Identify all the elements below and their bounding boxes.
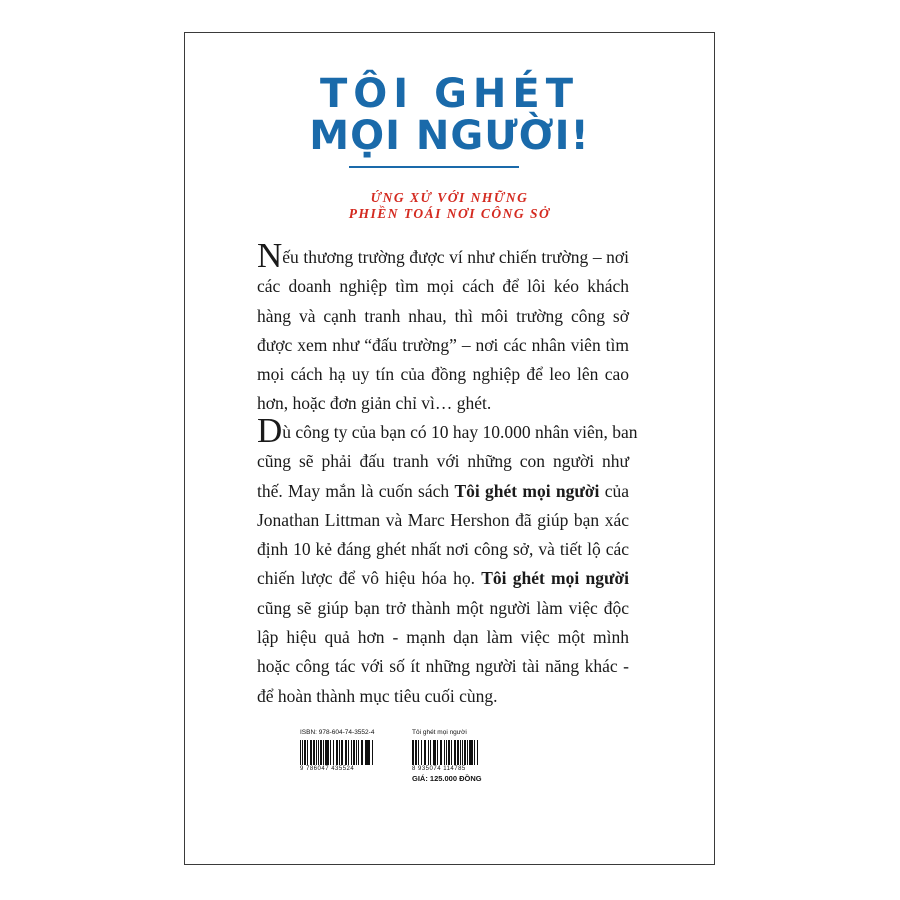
barcode-stripe bbox=[467, 740, 468, 765]
barcode-stripe bbox=[448, 740, 450, 765]
blurb-line: Jonathan Littman và Marc Hershon đã giúp bạn xác bbox=[257, 509, 629, 530]
barcode-stripe bbox=[348, 740, 349, 765]
blurb-line: chiến lược để vô hiệu hóa họ. bbox=[257, 568, 482, 589]
barcode-stripe bbox=[437, 740, 439, 765]
blurb-line: định 10 kẻ đáng ghét nhất nơi công sở, và tiết lộ các bbox=[257, 539, 629, 560]
blurb-line: mọi cách hạ uy tín của đồng nghiệp để leo lên cao bbox=[257, 364, 629, 385]
barcode-stripe bbox=[323, 740, 324, 765]
blurb-paragraph-2 bbox=[257, 411, 638, 711]
blurb-line: ù công ty của bạn có 10 hay 10.000 nhân viên, ban bbox=[282, 422, 638, 442]
barcode-stripe bbox=[310, 740, 312, 765]
barcode-title-label: Tôi ghét mọi người bbox=[412, 729, 467, 736]
title-divider bbox=[349, 166, 519, 168]
barcode-stripe bbox=[307, 740, 308, 765]
barcode-stripe bbox=[341, 740, 343, 765]
barcode-stripe bbox=[372, 740, 373, 765]
barcode-stripe bbox=[474, 740, 475, 765]
barcode-stripe bbox=[304, 740, 306, 765]
barcode-stripe bbox=[451, 740, 452, 765]
isbn-barcode bbox=[300, 729, 376, 772]
blurb-line: cũng sẽ phải đấu tranh với những con người như bbox=[257, 451, 629, 472]
barcode-stripe bbox=[464, 740, 466, 765]
barcode-stripe bbox=[358, 740, 360, 765]
blurb-line: thế. May mắn là cuốn sách bbox=[257, 480, 455, 501]
blurb-line: ếu thương trường được ví như chiến trường – nơi bbox=[282, 247, 629, 267]
blurb-line: hơn, hoặc đơn giản chỉ vì… ghét. bbox=[257, 393, 492, 414]
barcode-stripe bbox=[457, 740, 459, 765]
blurb-paragraph-1 bbox=[257, 236, 629, 419]
barcode-stripe bbox=[368, 740, 370, 765]
blurb-line: để hoàn thành mục tiêu cuối cùng. bbox=[257, 685, 498, 706]
barcode-stripe bbox=[320, 740, 322, 765]
barcode-stripe bbox=[415, 740, 417, 765]
ean-digits: 8 935074 114785 bbox=[412, 766, 466, 772]
barcode-stripe bbox=[333, 740, 335, 765]
barcode-stripe bbox=[477, 740, 479, 765]
blurb-line: cũng sẽ giúp bạn trở thành một người làm việc độc bbox=[257, 597, 629, 618]
barcode-icon bbox=[412, 740, 480, 765]
barcode-stripe bbox=[421, 740, 423, 765]
book-title-line2: MỌI NGƯỜI! bbox=[309, 113, 590, 159]
book-title-mention: Tôi ghét mọi người bbox=[481, 568, 629, 589]
barcode-stripe bbox=[361, 740, 363, 765]
book-title-mention: Tôi ghét mọi người bbox=[454, 480, 600, 501]
barcode-stripe bbox=[339, 740, 340, 765]
barcode-stripe bbox=[351, 740, 353, 765]
book-title-line1: TÔI GHÉT bbox=[319, 71, 579, 117]
blurb-line: hàng và cạnh tranh nhau, thì môi trường công sở bbox=[257, 305, 629, 326]
barcode-stripe bbox=[345, 740, 347, 765]
barcode-stripe bbox=[330, 740, 331, 765]
blurb-line: được xem như “đấu trường” – nơi các nhân viên tìm bbox=[257, 334, 629, 355]
drop-cap: D bbox=[257, 411, 283, 450]
drop-cap: N bbox=[257, 236, 283, 275]
isbn-label: ISBN: 978-604-74-3552-4 bbox=[300, 729, 375, 736]
blurb-line: của bbox=[599, 480, 629, 501]
price-label: GIÁ: 125.000 ĐỒNG bbox=[412, 774, 482, 783]
subtitle-line2: PHIỀN TOÁI NƠI CÔNG SỞ bbox=[348, 206, 551, 221]
subtitle-line1: ỨNG XỬ VỚI NHỮNG bbox=[370, 190, 529, 205]
barcode-stripe bbox=[336, 740, 338, 765]
blurb-line: lập hiệu quả hơn - mạnh dạn làm việc một mình bbox=[257, 627, 629, 648]
barcode-stripe bbox=[424, 740, 426, 765]
barcode-stripe bbox=[440, 740, 442, 765]
barcode-stripe bbox=[313, 740, 315, 765]
blurb-line: các doanh nghiệp tìm mọi cách để lôi kéo khách bbox=[257, 276, 629, 297]
barcode-stripe bbox=[454, 740, 456, 765]
barcode-stripe bbox=[412, 740, 414, 765]
blurb-line: hoặc công tác với số ít những người tài năng khác - bbox=[257, 656, 629, 677]
barcode-stripe bbox=[430, 740, 432, 765]
ean-barcode bbox=[412, 729, 480, 783]
barcode-icon bbox=[300, 740, 376, 765]
barcode-stripe bbox=[428, 740, 429, 765]
isbn-digits: 9 786047 435524 bbox=[300, 766, 355, 772]
barcode-stripe bbox=[418, 740, 419, 765]
